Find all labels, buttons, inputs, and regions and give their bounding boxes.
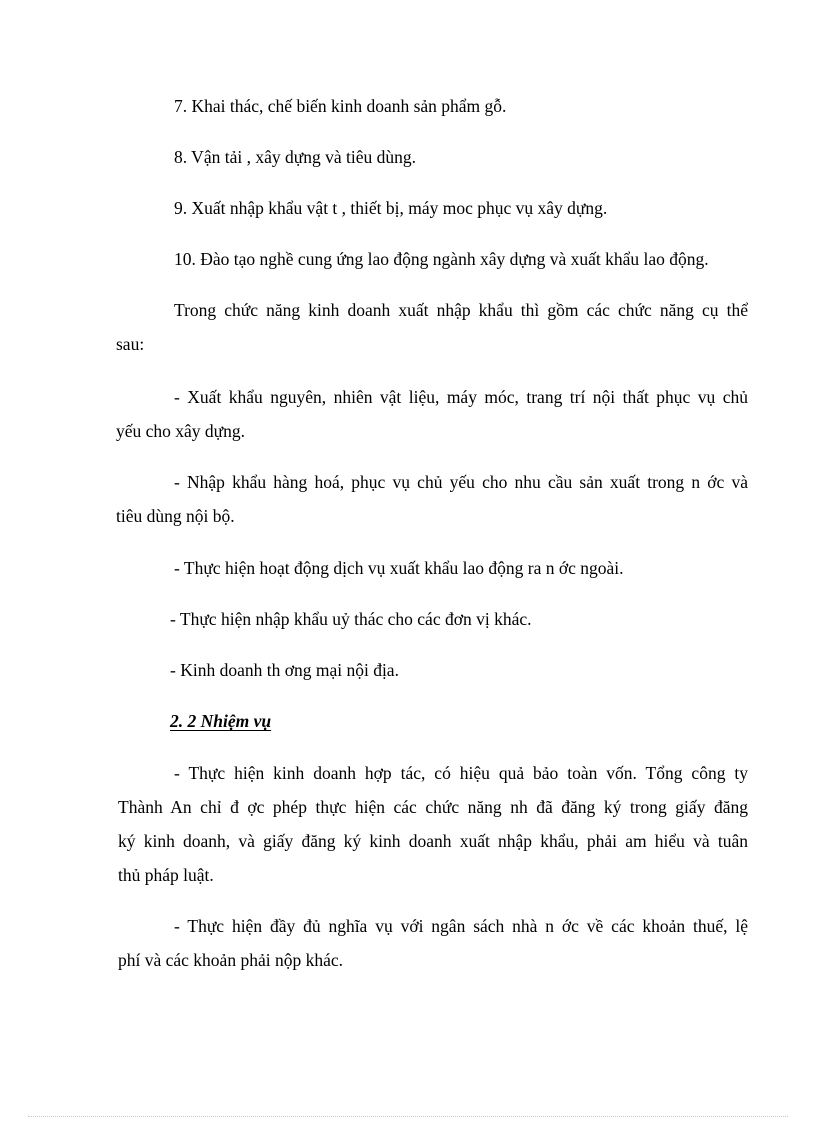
duty-line: Thành An chỉ đ ợc phép thực hiện các chức năng nh đã đăng ký trong giấy đăng (118, 797, 748, 817)
section-heading-text: 2. 2 Nhiệm vụ (170, 711, 272, 731)
duty-line: - Thực hiện kinh doanh hợp tác, có hiệu quả bảo toàn vốn. Tổng công ty (174, 763, 748, 783)
list-item-8: 8. Vận tải , xây dựng và tiêu dùng. (174, 147, 416, 167)
paragraph-line: Trong chức năng kinh doanh xuất nhập khẩu thì gồm các chức năng cụ thể (174, 300, 748, 320)
duty-line: phí và các khoản phải nộp khác. (118, 950, 343, 970)
paragraph-line: tiêu dùng nội bộ. (116, 506, 235, 526)
page-bottom-rule (28, 1116, 788, 1117)
list-item-10: 10. Đào tạo nghề cung ứng lao động ngành xây dựng và xuất khẩu lao động. (174, 249, 709, 269)
paragraph-line: - Nhập khẩu hàng hoá, phục vụ chủ yếu cho nhu cầu sản xuất trong n ớc và (174, 472, 748, 492)
duty-line: - Thực hiện đầy đủ nghĩa vụ với ngân sách nhà n ớc về các khoản thuế, lệ (174, 916, 748, 936)
bullet-entrusted-import: - Thực hiện nhập khẩu uỷ thác cho các đơn vị khác. (170, 609, 532, 629)
duty-line: thủ pháp luật. (118, 865, 214, 885)
paragraph-import-goods (116, 465, 748, 533)
list-item-9: 9. Xuất nhập khẩu vật t , thiết bị, máy moc phục vụ xây dựng. (174, 198, 608, 218)
duty-line: ký kinh doanh, và giấy đăng ký kinh doanh xuất nhập khẩu, phải am hiểu và tuân (118, 831, 748, 851)
paragraph-export-materials (116, 380, 748, 448)
list-item-7: 7. Khai thác, chế biến kinh doanh sản phẩm gỗ. (174, 96, 507, 116)
section-heading (170, 704, 271, 738)
paragraph-line: - Xuất khẩu nguyên, nhiên vật liệu, máy móc, trang trí nội thất phục vụ chủ (174, 387, 748, 407)
paragraph-line: sau: (116, 334, 145, 354)
bullet-labor-export: - Thực hiện hoạt động dịch vụ xuất khẩu lao động ra n ớc ngoài. (174, 558, 624, 578)
paragraph-line: yếu cho xây dựng. (116, 421, 246, 441)
paragraph-export-functions (116, 293, 748, 361)
bullet-domestic-trade: - Kinh doanh th ơng mại nội địa. (170, 660, 399, 680)
